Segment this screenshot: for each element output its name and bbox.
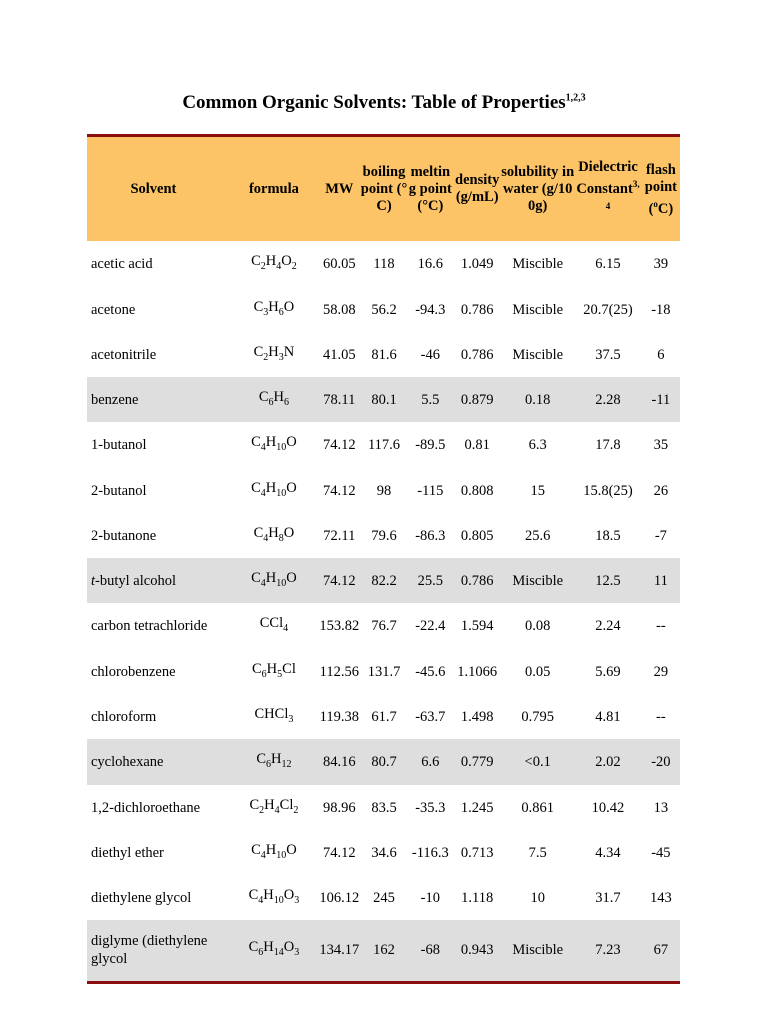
cell-density: 0.81 [464, 437, 490, 453]
cell-mw: 78.11 [323, 391, 356, 408]
cell-formula: $C_4H_{10}O$ [251, 434, 297, 453]
cell-mw: 153.82 [319, 618, 360, 634]
cell-formula: $C_4H_{10}O$ [251, 569, 297, 589]
column-header-solvent: Solvent [130, 180, 177, 197]
column-header-flash-point [642, 136, 680, 242]
column-header-solubility: solubility in water (g/100g) [501, 163, 575, 214]
cell-flash: -- [656, 708, 666, 725]
cell-solubility: Miscible [512, 572, 564, 589]
cell-flash: 13 [653, 799, 669, 816]
cell-solubility: 25.6 [525, 527, 551, 544]
cell-dielectric: 2.02 [595, 754, 621, 770]
cell-mw: 106.12 [319, 889, 360, 906]
cell-solubility: Miscible [512, 942, 564, 959]
cell-bp: 34.6 [371, 844, 397, 861]
cell-solubility: Miscible [512, 256, 564, 272]
cell-mp: -45.6 [415, 663, 446, 680]
cell-mp: -68 [420, 942, 440, 959]
cell-flash: 26 [653, 482, 669, 499]
cell-dielectric: 31.7 [595, 889, 621, 906]
column-header-formula: formula [248, 180, 299, 197]
cell-density: 0.879 [460, 391, 494, 408]
cell-flash: 6 [657, 346, 665, 363]
cell-mw: 60.05 [323, 256, 356, 272]
cell-solvent: benzene [91, 391, 139, 408]
cell-dielectric: 37.5 [595, 346, 621, 363]
title-references: 1,2,3 [565, 92, 586, 104]
cell-solvent: acetic acid [91, 256, 153, 272]
cell-dielectric: 2.24 [595, 618, 621, 634]
cell-mw: 134.17 [319, 942, 360, 959]
cell-bp: 61.7 [371, 708, 397, 725]
cell-formula: CHCl$_3$ [254, 705, 294, 725]
cell-formula: $C_6H_{14}O_3$ [248, 939, 300, 959]
solvent-properties-table [87, 134, 680, 984]
cell-solubility: 0.05 [525, 663, 551, 680]
cell-mp: -89.5 [415, 437, 446, 453]
cell-flash: -20 [651, 754, 671, 770]
table-row [87, 558, 680, 603]
cell-solvent: 1-butanol [91, 437, 147, 453]
cell-bp: 118 [373, 256, 395, 272]
cell-bp: 98 [376, 482, 392, 499]
cell-mp: -10 [420, 889, 440, 906]
table-row [87, 875, 680, 920]
cell-solvent: 2-butanone [91, 527, 157, 544]
table-row [87, 739, 680, 785]
cell-dielectric: 4.34 [595, 844, 621, 861]
cell-bp: 82.2 [371, 572, 397, 589]
cell-formula: $C_6H_{12}$ [256, 751, 292, 770]
cell-mp: -94.3 [415, 301, 446, 318]
cell-mw: 98.96 [323, 799, 356, 816]
table-row [87, 422, 680, 468]
cell-solvent: chloroform [91, 708, 157, 725]
table-row [87, 287, 680, 332]
cell-density: 1.245 [460, 799, 494, 816]
cell-solvent: 2-butanol [91, 482, 147, 499]
cell-solubility: 10 [530, 889, 545, 906]
cell-mp: 16.6 [417, 256, 444, 272]
cell-density: 0.786 [460, 572, 494, 589]
cell-mw: 112.56 [319, 663, 359, 680]
cell-mw: 58.08 [323, 301, 356, 318]
cell-mw: 74.12 [323, 437, 356, 453]
cell-formula: $C_6H_6$ [258, 388, 290, 408]
cell-flash: -7 [654, 527, 667, 544]
cell-mw: 41.05 [323, 346, 356, 363]
cell-density: 1.594 [460, 618, 494, 634]
degree-superscript: o [653, 199, 658, 210]
cell-density: 1.049 [460, 256, 494, 272]
cell-formula: $C_2H_4O_2$ [251, 253, 297, 272]
cell-flash: 11 [653, 572, 668, 589]
cell-density: 0.713 [460, 844, 494, 861]
cell-mp: -116.3 [411, 844, 449, 861]
cell-solubility: 0.795 [521, 708, 554, 725]
cell-dielectric: 15.8(25) [583, 482, 633, 499]
cell-bp: 80.1 [371, 391, 397, 408]
cell-density: 0.808 [460, 482, 494, 499]
cell-solvent: acetone [91, 301, 136, 318]
cell-bp: 80.7 [371, 754, 397, 770]
cell-mw: 84.16 [323, 754, 356, 770]
dielectric-references: 3,4 [605, 178, 640, 211]
table-row [87, 920, 680, 982]
cell-solubility: 0.18 [525, 391, 551, 408]
cell-formula: $C_4H_{10}O_3$ [248, 886, 300, 906]
cell-dielectric: 2.28 [595, 391, 621, 408]
cell-solvent: cyclohexane [91, 754, 164, 770]
cell-solvent: 1,2-dichloroethane [91, 799, 201, 816]
cell-mp: -63.7 [415, 708, 446, 725]
cell-bp: 245 [373, 889, 395, 906]
cell-density: 1.498 [460, 708, 494, 725]
cell-formula: CCl$_4$ [259, 615, 289, 634]
cell-solvent: carbon tetrachloride [91, 618, 208, 634]
cell-mp: 5.5 [421, 391, 440, 408]
cell-solubility: 0.08 [525, 618, 551, 634]
cell-flash: 39 [653, 256, 669, 272]
cell-mp: -115 [417, 482, 444, 499]
column-header-density: density (g/mL) [455, 172, 500, 205]
cell-dielectric: 5.69 [595, 663, 621, 680]
cell-bp: 131.7 [367, 663, 401, 680]
cell-formula: $C_3H_6O$ [253, 298, 295, 318]
cell-solubility: 6.3 [528, 437, 547, 453]
cell-solvent: diethyl ether [91, 844, 164, 861]
cell-solvent: acetonitrile [91, 346, 157, 363]
cell-dielectric: 6.15 [595, 256, 621, 272]
table-row [87, 377, 680, 422]
cell-dielectric: 17.8 [595, 437, 621, 453]
cell-formula: $C_6H_5Cl$ [252, 660, 296, 680]
title-text: Common Organic Solvents: Table of Properties [182, 92, 566, 113]
table-row [87, 603, 680, 649]
cell-flash: -45 [651, 844, 671, 861]
table-row [87, 649, 680, 694]
table-row [87, 241, 680, 287]
cell-density: 0.805 [460, 527, 494, 544]
table-row [87, 830, 680, 875]
table-body [87, 241, 680, 982]
column-header-boiling-point: boiling point (°C) [360, 163, 408, 214]
cell-dielectric: 10.42 [591, 799, 625, 816]
cell-dielectric: 20.7(25) [583, 301, 633, 318]
cell-mw: 74.12 [323, 572, 356, 589]
cell-bp: 162 [373, 942, 395, 959]
cell-dielectric: 7.23 [595, 942, 621, 959]
cell-mw: 119.38 [319, 708, 359, 725]
page-title [0, 92, 768, 114]
cell-density: 1.118 [461, 889, 494, 906]
cell-flash: -11 [651, 391, 671, 408]
cell-formula: $C_4H_{10}O$ [251, 479, 297, 499]
cell-formula: $C_2H_4Cl_2$ [249, 796, 299, 816]
cell-density: 0.786 [460, 301, 494, 318]
cell-mp: 25.5 [417, 572, 444, 589]
cell-formula: $C_4H_{10}O$ [251, 841, 297, 861]
cell-dielectric: 12.5 [595, 572, 621, 589]
dielectric-label: Dielectric Constant [576, 158, 638, 197]
column-header-dielectric [574, 136, 642, 242]
cell-mp: 6.6 [421, 754, 440, 770]
cell-flash: -- [656, 618, 666, 634]
cell-mp: -86.3 [415, 527, 446, 544]
cell-solvent: t-butyl alcohol [91, 572, 176, 589]
cell-mp: -46 [420, 346, 440, 363]
cell-flash: -18 [651, 301, 671, 318]
cell-solubility: 0.861 [521, 799, 554, 816]
cell-bp: 76.7 [371, 618, 397, 634]
cell-flash: 143 [650, 889, 672, 906]
cell-bp: 79.6 [371, 527, 397, 544]
cell-solubility: 15 [530, 482, 545, 499]
cell-density: 0.779 [460, 754, 494, 770]
cell-mp: -35.3 [415, 799, 446, 816]
table-row [87, 694, 680, 739]
cell-bp: 81.6 [371, 346, 397, 363]
cell-mp: -22.4 [415, 618, 446, 634]
table-row [87, 513, 680, 558]
cell-solvent: diglyme (diethylene glycol [91, 933, 208, 968]
cell-density: 1.1066 [457, 663, 498, 680]
cell-mw: 72.11 [323, 527, 356, 544]
cell-solubility: Miscible [512, 346, 564, 363]
cell-dielectric: 4.81 [595, 708, 621, 725]
cell-bp: 117.6 [367, 437, 401, 453]
cell-density: 0.786 [460, 346, 494, 363]
cell-solubility: <0.1 [524, 754, 551, 770]
cell-flash: 29 [653, 663, 669, 680]
cell-solvent: diethylene glycol [91, 889, 192, 906]
cell-density: 0.943 [460, 942, 494, 959]
cell-mw: 74.12 [323, 844, 356, 861]
table-row [87, 468, 680, 513]
header-row [87, 136, 680, 242]
column-header-mw: MW [325, 180, 354, 197]
cell-solvent: chlorobenzene [91, 663, 176, 680]
cell-dielectric: 18.5 [595, 527, 621, 544]
cell-mw: 74.12 [323, 482, 356, 499]
cell-bp: 56.2 [371, 301, 397, 318]
cell-solubility: Miscible [512, 301, 564, 318]
cell-bp: 83.5 [371, 799, 397, 816]
cell-flash: 35 [653, 437, 669, 453]
column-header-melting-point: melting point (°C) [408, 163, 452, 214]
cell-formula: $C_4H_8O$ [253, 524, 295, 544]
table-row [87, 332, 680, 377]
flash-label: flash point ($^o$C) [644, 162, 678, 217]
cell-formula: $C_2H_3N$ [253, 343, 295, 363]
table-row [87, 785, 680, 830]
cell-flash: 67 [653, 942, 669, 959]
cell-solubility: 7.5 [528, 844, 547, 861]
